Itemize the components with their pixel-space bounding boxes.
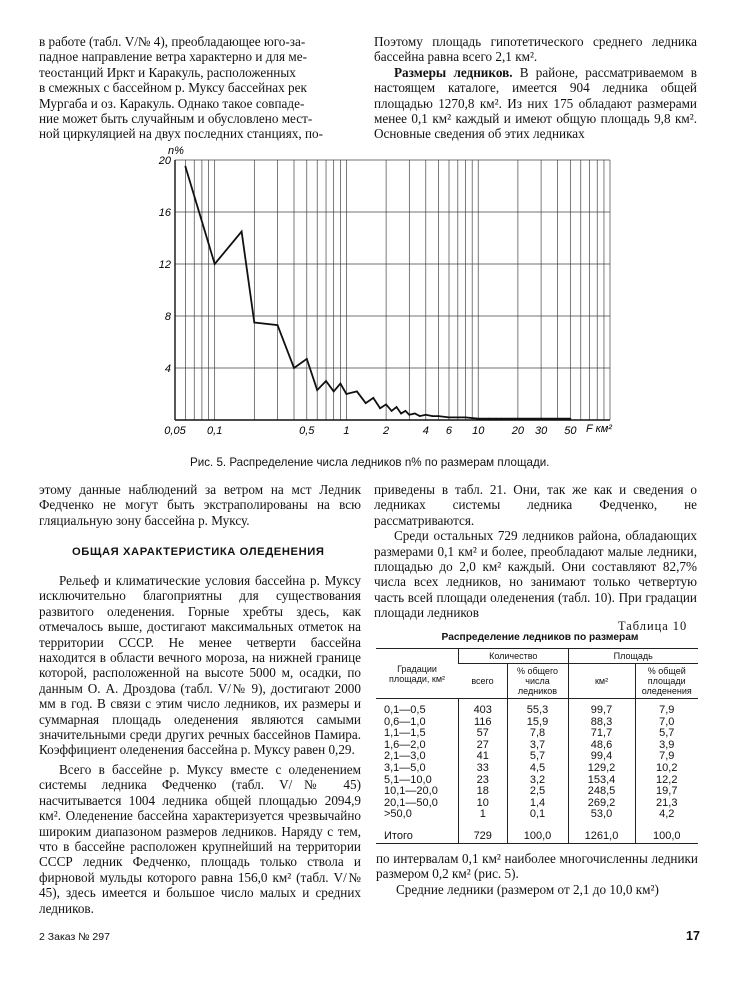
data-point [404, 410, 406, 412]
cell-grad: 0,1—0,5 [384, 704, 426, 716]
data-point [316, 389, 318, 391]
data-point [333, 391, 335, 393]
data-point [340, 383, 342, 385]
y-tick-label: 4 [164, 363, 171, 375]
paragraph: приведены в табл. 21. Они, так же как и сведения о ледниках системы ледника Федченко, не рассматриваются. [374, 482, 697, 528]
text-line: падное направление ветра характерно и для ме- [39, 49, 307, 65]
paragraph: Рельеф и климатические условия бассейна р. Муксу исключительно благоприятны для существования развитого оледенения. Горные хребты здесь, как отмечалось выше, достигают максимальных отметок на территории СССР. Не менее четверти бассейна находится в области вечного мороза, на нижней границе которой, расположенной на высоте 5000 м, осадки, по данным О. А. Дроздова (табл. V/№ 9), достигают 2000 мм в год. В связи с этим число ледников, их размеры и суммарная площадь оледенения являются самыми значительными среди других речных бассейнов Памира. Коэффициент оледенения бассейна р. Муксу равен 0,29. [39, 573, 361, 758]
x-tick-label: 1 [343, 425, 350, 437]
cell-total: 403 [459, 705, 508, 717]
cell-pct-count: 3,7 [507, 740, 568, 752]
data-point [379, 407, 381, 409]
data-point [346, 393, 348, 395]
x-tick-label: 0,1 [207, 425, 223, 437]
cell-grad: 3,1—5,0 [384, 761, 426, 774]
data-point [448, 417, 450, 419]
cell-km2: 99,7 [568, 705, 635, 717]
cell-pct-count: 4,5 [507, 763, 568, 775]
cell-pct-area: 10,2 [635, 763, 698, 775]
table-label: Таблица 10 [618, 619, 688, 633]
chart-grid [175, 160, 610, 420]
data-point [419, 415, 421, 417]
header-total: всего [459, 664, 508, 699]
table-body [376, 699, 698, 827]
total-pct-count: 100,0 [507, 827, 568, 843]
data-point [277, 324, 279, 326]
cell-pct-count: 3,2 [507, 775, 568, 787]
subsection-title: Размеры ледников. [394, 64, 513, 80]
cell-km2: 99,4 [568, 751, 635, 763]
cell-pct-area: 7,9 [635, 751, 698, 763]
print-order-note: 2 Заказ № 297 [39, 931, 110, 943]
cell-pct-area: 3,9 [635, 740, 698, 752]
x-tick-label: 30 [534, 425, 548, 437]
data-point [365, 402, 367, 404]
cell-pct-area: 19,7 [635, 786, 698, 798]
text-line: ние может быть случайным и обусловлено мест- [39, 111, 313, 127]
data-point [540, 418, 542, 420]
cell-total: 18 [459, 786, 508, 798]
mid-right-column [374, 482, 697, 621]
data-point [414, 413, 416, 415]
cell-total: 33 [459, 763, 508, 775]
cell-grad: 20,1—50,0 [384, 796, 438, 809]
cell-km2: 153,4 [568, 775, 635, 787]
header-area-group: Площадь [568, 649, 698, 664]
header-count-group: Количество [459, 649, 569, 664]
data-point [214, 263, 216, 265]
table-row [376, 763, 698, 775]
cell-total: 23 [459, 775, 508, 787]
cell-pct-count: 2,5 [507, 786, 568, 798]
top-right-column [374, 34, 697, 142]
paragraph-text: В районе, рассматриваемом в настоящем каталоге, имеется 904 ледника общей площадью 1270,8 км². Из них 175 обладают размерами менее 0,1 км² каждый и имеют общую площадь 9,8 км². Основные сведения об этих ледниках [374, 64, 697, 142]
chart-svg [140, 140, 620, 470]
cell-pct-count: 7,8 [507, 728, 568, 740]
cell-total: 116 [459, 717, 508, 729]
cell-pct-area: 5,7 [635, 728, 698, 740]
cell-km2: 269,2 [568, 798, 635, 810]
cell-grad: 5,1—10,0 [384, 773, 432, 786]
y-tick-label: 12 [158, 259, 171, 271]
x-tick-label: 2 [383, 425, 390, 437]
x-tick-label: 0,5 [299, 425, 315, 437]
data-point [425, 414, 427, 416]
cell-km2: 129,2 [568, 763, 635, 775]
data-point [253, 322, 255, 324]
text-line: ной циркуляцией на двух последних станциях, по- [39, 126, 324, 142]
cell-total: 41 [459, 751, 508, 763]
data-point [400, 413, 402, 415]
cell-grad: 1,1—1,5 [384, 727, 426, 740]
header-gradation: Градации площади, км² [376, 649, 459, 699]
data-point [306, 358, 308, 360]
text-line: в работе (табл. V/№ 4), преобладающее юго-за- [39, 34, 306, 49]
top-left-column [39, 34, 361, 142]
y-tick-label: 20 [158, 155, 171, 167]
cell-pct-count: 0,1 [507, 809, 568, 821]
cell-km2: 88,3 [568, 717, 635, 729]
glacier-size-table [376, 648, 698, 844]
cell-total: 27 [459, 740, 508, 752]
data-point [438, 415, 440, 417]
figure-5-chart [140, 140, 620, 470]
x-tick-label: 6 [445, 425, 453, 437]
data-point [241, 231, 243, 233]
data-point [517, 418, 519, 420]
cell-pct-count: 1,4 [507, 798, 568, 810]
cell-pct-area: 7,9 [635, 705, 698, 717]
chart-axes [175, 160, 610, 420]
cell-km2: 71,7 [568, 728, 635, 740]
cell-pct-count: 5,7 [507, 751, 568, 763]
data-point [396, 406, 398, 408]
data-point [501, 418, 503, 420]
table-title: Распределение ледников по размерам [441, 632, 639, 643]
data-point [185, 166, 187, 168]
data-point [325, 380, 327, 382]
paragraph: Поэтому площадь гипотетического среднего ледника бассейна равна всего 2,1 км². [374, 34, 697, 65]
cell-km2: 248,5 [568, 786, 635, 798]
cell-grad: >50,0 [384, 808, 412, 821]
cell-grad: 1,6—2,0 [384, 738, 426, 751]
paragraph: Среди остальных 729 ледников района, обладающих размерами 0,1 км² и более, преобладают малые ледники, площадью до 2,0 км² каждый. Они составляют 82,7% числа всех ледников, но занимают только четвертую часть всей площади оледенения (табл. 10). При градации площади ледников [374, 528, 697, 621]
cell-grad: 2,1—3,0 [384, 750, 426, 763]
figure-caption: Рис. 5. Распределение числа ледников n% по размерам площади. [190, 456, 550, 469]
paragraph [374, 65, 697, 142]
x-tick-label: 10 [472, 425, 485, 437]
cell-km2: 48,6 [568, 740, 635, 752]
data-point [356, 391, 358, 393]
data-point [293, 367, 295, 369]
data-point [385, 404, 387, 406]
cell-pct-count: 15,9 [507, 717, 568, 729]
mid-left-column [39, 482, 361, 528]
data-point [457, 417, 459, 419]
table-row [376, 786, 698, 798]
data-point [465, 417, 467, 419]
cell-grad: 0,6—1,0 [384, 715, 426, 728]
header-km2: км² [568, 664, 635, 699]
x-tick-label: 0,05 [164, 425, 186, 437]
cell-total: 10 [459, 798, 508, 810]
section-heading: ОБЩАЯ ХАРАКТЕРИСТИКА ОЛЕДЕНЕНИЯ [72, 546, 325, 558]
cell-total: 57 [459, 728, 508, 740]
bottom-left-column [39, 573, 361, 916]
data-point [408, 414, 410, 416]
total-pct-area: 100,0 [635, 827, 698, 843]
header-pct-area: % общей площади оледенения [635, 664, 698, 699]
y-tick-label: 16 [158, 207, 171, 219]
page-number: 17 [686, 929, 700, 943]
x-tick-label: 50 [564, 425, 577, 437]
paragraph: Всего в бассейне р. Муксу вместе с оледенением системы ледника Федченко (табл. V/№ 45) насчитывается 1004 ледника общей площадью 2094,9 км². Оледенение бассейна характеризуется чрезвычайно широким диапазоном размеров ледников. Наряду с тем, что в бассейне расположен крупнейший на территории СССР ледник Федченко, площадь только ствола и фирновой мульды которого равна 156,0 км² (табл. V/№ 45), здесь имеется и большое число малых и средних ледников. [39, 761, 361, 916]
cell-pct-area: 4,2 [635, 809, 698, 821]
header-pct-count: % общего числа ледников [507, 664, 568, 699]
text-line: в смежных с бассейном р. Муксу бассейнах рек [39, 80, 307, 96]
cell-pct-area: 21,3 [635, 798, 698, 810]
cell-pct-count: 55,3 [507, 705, 568, 717]
after-table-text [376, 851, 698, 897]
series-line [185, 167, 570, 419]
cell-grad: 10,1—20,0 [384, 785, 438, 798]
cell-pct-area: 7,0 [635, 717, 698, 729]
paragraph: по интервалам 0,1 км² наиболее многочисленны ледники размером 0,2 км² (рис. 5). [376, 851, 698, 882]
paragraph: этому данные наблюдений за ветром на мст Ледник Федченко не могут быть экстраполированы на всю гляциальную зону бассейна р. Муксу. [39, 482, 361, 528]
x-tick-label: 20 [511, 425, 525, 437]
table-row [376, 809, 698, 821]
total-count: 729 [459, 827, 508, 843]
cell-total: 1 [459, 809, 508, 821]
text-line: Мургаба и оз. Каракуль. Однако такое совпаде- [39, 95, 305, 111]
total-label: Итого [384, 829, 413, 842]
table-row [376, 705, 698, 717]
data-point [569, 418, 571, 420]
cell-km2: 53,0 [568, 809, 635, 821]
y-axis-unit: n% [168, 145, 184, 157]
data-point [488, 418, 490, 420]
data-point [432, 415, 434, 417]
paragraph: Средние ледники (размером от 2,1 до 10,0 км²) [396, 881, 659, 897]
x-tick-label: 4 [422, 425, 429, 437]
x-axis-unit: F км² [586, 423, 612, 435]
data-point [477, 418, 479, 420]
cell-pct-area: 12,2 [635, 775, 698, 787]
data-point [391, 410, 393, 412]
chart-tick-labels [158, 155, 578, 437]
table-total-row [376, 827, 698, 843]
total-km2: 1261,0 [568, 827, 635, 843]
text-line: теостанций Иркт и Каракуль, расположенных [39, 64, 296, 80]
data-point [372, 397, 374, 399]
y-tick-label: 8 [164, 311, 171, 323]
